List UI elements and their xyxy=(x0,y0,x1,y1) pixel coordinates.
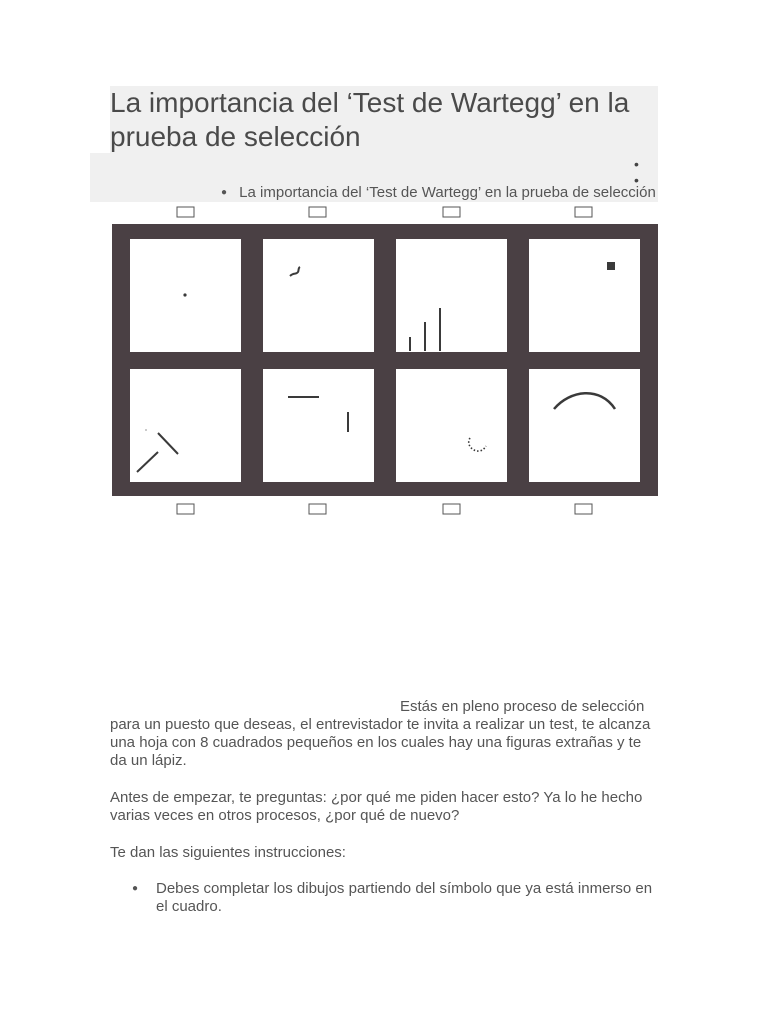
side-bullets: • • xyxy=(634,156,639,188)
wartegg-test-figure xyxy=(110,200,658,536)
checkbox-2-bottom xyxy=(309,504,326,514)
subtitle-bullet-text: La importancia del ‘Test de Wartegg’ en la prueba de selección xyxy=(239,184,656,201)
test-square-4 xyxy=(529,239,640,352)
test-square-6 xyxy=(263,369,374,482)
instructions-list xyxy=(110,880,662,916)
wartegg-test-image xyxy=(110,200,658,536)
test-square-7 xyxy=(396,369,507,482)
list-item xyxy=(110,880,662,916)
checkbox-3-bottom xyxy=(443,504,460,514)
checkbox-4-bottom xyxy=(575,504,592,514)
list-item-text: Debes completar los dibujos partiendo del símbolo que ya está inmerso en el cuadro. xyxy=(156,880,653,915)
paragraph-question: Antes de empezar, te preguntas: ¿por qué me piden hacer esto? Ya lo he hecho varias veces en otros procesos, ¿por qué de nuevo? xyxy=(110,789,643,824)
title-background-notch xyxy=(90,86,110,153)
paragraph-intro-text: Estás en pleno proceso de selección para un puesto que deseas, el entrevistador te invita a realizar un test, te alcanza una hoja con 8 cuadrados pequeños en los cuales hay una figuras extrañas y te da un lápiz. xyxy=(110,698,651,769)
checkbox-1-bottom xyxy=(177,504,194,514)
bullet-icon: ● xyxy=(221,187,228,198)
checkbox-1-top xyxy=(177,207,194,217)
stimulus-black-square xyxy=(607,262,615,270)
page-title: La importancia del ‘Test de Wartegg’ en la prueba de selección xyxy=(110,87,630,152)
test-square-5 xyxy=(130,369,241,482)
checkbox-4-top xyxy=(575,207,592,217)
bullet-icon: ● xyxy=(132,883,139,894)
checkbox-2-top xyxy=(309,207,326,217)
test-square-8 xyxy=(529,369,640,482)
test-square-2 xyxy=(263,239,374,352)
stimulus-dot xyxy=(183,293,186,296)
paragraph-intro xyxy=(110,698,662,770)
checkbox-3-top xyxy=(443,207,460,217)
subtitle-bullet xyxy=(221,184,656,201)
test-square-3 xyxy=(396,239,507,352)
paragraph-instructions: Te dan las siguientes instrucciones: xyxy=(110,844,346,861)
stimulus-faint-dot xyxy=(145,429,147,431)
